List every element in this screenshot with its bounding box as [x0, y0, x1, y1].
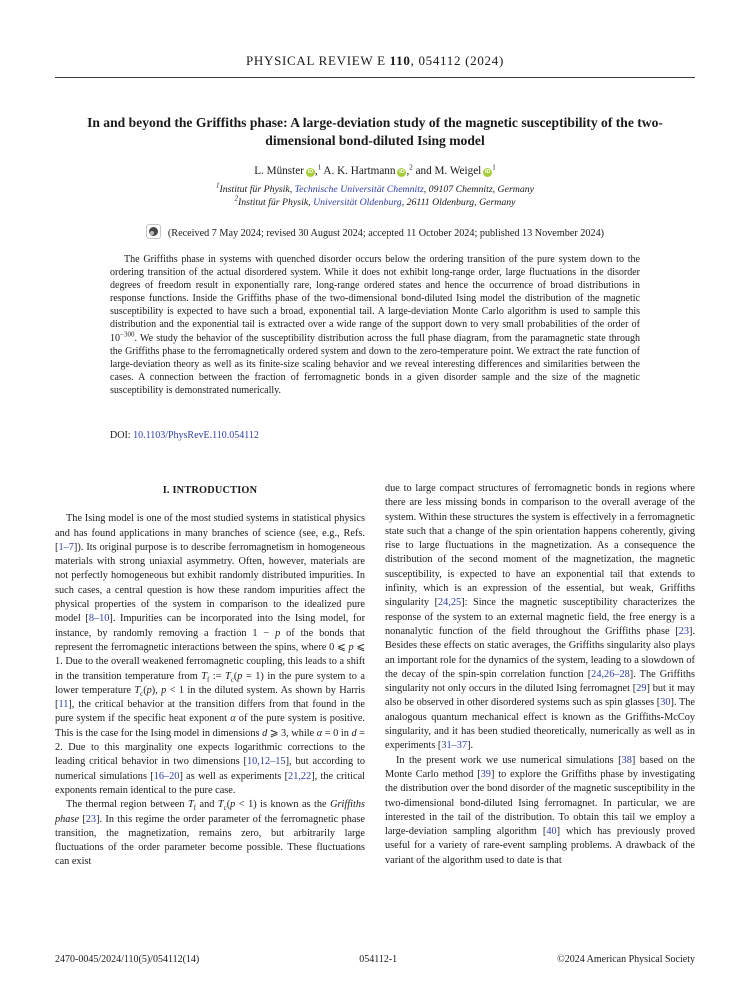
ref-link[interactable]: 38 [621, 754, 632, 766]
header-divider [55, 77, 695, 78]
ref-link[interactable]: 30 [660, 697, 671, 709]
ref-link[interactable]: 23 [85, 813, 97, 825]
ref-link[interactable]: 31–37 [441, 740, 468, 752]
orcid-icon[interactable]: iD [485, 169, 491, 175]
authors-line: L. Münster iD ,$^1$ A. K. Hartmann iD ,$^2$ and M. Weigel $iD^1$ [254, 163, 496, 177]
doi-label: DOI: [110, 430, 134, 441]
ref-link[interactable]: 23 [678, 625, 689, 637]
ref-link[interactable]: 24,26–28 [591, 668, 630, 680]
crossmark-icon[interactable] [146, 224, 161, 239]
ref-link[interactable]: 1–7 [58, 541, 74, 553]
intro-paragraph-3: due to large compact structures of ferromagnetic bonds in regions where there are less missing bonds in comparison to the overall average of the system. Within these structures the system is effectively in a ferromagnetic state such that a change of the spin orientation happens coherently, giving rise to large fluctuations in the magnetization. As a consequence the distribution of the second moment of the magnetization, the magnetic susceptibility, is expected to have an exponential tail that extends to infinity, which is an expression of the essential, but weak, Griffiths singularity [24,25]: Since the magnetic susceptibility characterizes the response of the system to an external magnetic field, the free energy is a nonanalytic function of the field throughout the Griffiths phase [23]. Besides these effects on static averages, the Griffiths singularity also plays an important role for the dynamics of the system, leading to a slowdown of the decay of the spin-spin correlation function [24,26–28]. The Griffiths singularity not only occurs in the diluted Ising ferromagnet [29] but it may also be observed in other disordered systems such as spin glasses [30]. The analogous quantum mechanical effect is known as the Griffiths-McCoy singularity, and it has been studied theoretically, numerically as well as in experiments [31–37]. [385, 483, 696, 752]
journal-volume: 110 [389, 53, 411, 68]
affiliation-link-oldenburg[interactable]: Universität Oldenburg [313, 197, 402, 208]
right-column [385, 482, 695, 870]
journal-name: PHYSICAL REVIEW E [245, 53, 386, 68]
ref-link[interactable]: 21,22 [288, 770, 312, 782]
journal-issue: , 054112 (2024) [410, 53, 504, 68]
orcid-icon[interactable]: iD [399, 169, 405, 175]
ref-link[interactable]: 39 [480, 768, 491, 780]
running-head [55, 53, 695, 69]
ref-link[interactable]: 40 [546, 826, 557, 838]
section-heading-introduction: I. INTRODUCTION [162, 485, 258, 496]
doi-link[interactable]: 10.1103/PhysRevE.110.054112 [133, 430, 259, 441]
ref-link[interactable]: 10,12–15 [246, 756, 286, 768]
ref-link[interactable]: 11 [58, 699, 69, 711]
footer-page-number: 054112-1 [359, 954, 398, 965]
article-body [55, 482, 695, 870]
paper-title: In and beyond the Griffiths phase: A large-deviation study of the magnetic susceptibility of the two-dimensional bond-diluted Ising model [87, 115, 663, 148]
intro-paragraph-1: The Ising model is one of the most studied systems in statistical physics and has found applications in many branches of science (see, e.g., Refs. [1–7]). Its original purpose is to describe ferromagnetism in homogeneous materials with strong uniaxial asymmetry. Often, however, materials are not perfectly homogeneous but exhibit randomly distributed impurities. In such cases, a central question is how these random impurities affect the physical properties of the system in comparison to the idealized pure model [8–10]. Impurities can be incorporated into the Ising model, for instance, by randomly removing a fraction 1 − p of the bonds that represent the ferromagnetic interactions between the spins, where 0 ⩽ p ⩽ 1. Due to the overall weakened ferromagnetic coupling, this leads to a shift in the transition temperature from $T_f$ := $T_c(p = 1)$ in the pure system to a lower temperature $T_c(p)$, p < 1 in the diluted system. As shown by Harris [11], the critical behavior at the transition differs from that found in the pure system if the specific heat exponent α of the pure system is positive. This is the case for the Ising model in dimensions d ⩾ 3, while α = 0 in d = 2. Due to this marginality one expects logarithmic corrections to the leading critical behavior in two dimensions [10,12–15], but according to numerical simulations [16–20] as well as experiments [21,22], the critical exponents remain identical to the pure case. [55, 513, 366, 796]
affiliation-2: $^2$Institut für Physik, Universität Oldenburg, 26111 Oldenburg, Germany [234, 194, 516, 208]
ref-link[interactable]: 29 [636, 683, 647, 695]
intro-paragraph-4: In the present work we use numerical simulations [38] based on the Monte Carlo method [39] to explore the Griffiths phase by investigating the distribution over the bond disorder of the magnetic susceptibility in the two-dimensional bond-diluted Ising ferromagnet. In particular, we are interested in the tail of the distribution. To obtain this tail we employ a large-deviation sampling algorithm [40] which has previously proved useful for a variety of rare-event sampling problems. A drawback of the variant of the algorithm used to date is that [385, 754, 695, 866]
doi-line [110, 430, 259, 441]
affiliation-link-chemnitz[interactable]: Technische Universität Chemnitz [294, 184, 424, 195]
received-text: (Received 7 May 2024; revised 30 August 2024; accepted 11 October 2024; published 13 November 2024) [167, 228, 605, 239]
footer-copyright: ©2024 American Physical Society [557, 954, 695, 965]
intro-paragraph-2: The thermal region between $T_f$ and $T_c(p < 1)$ is known as the Griffiths phase [23]. In this regime the order parameter of the ferromagnetic phase transition, the magnetization, remains zero, but arbitrarily large fluctuations of the order parameter become possible. These fluctuations can exist [55, 799, 366, 868]
footer-issn: 2470-0045/2024/110(5)/054112(14) [55, 954, 200, 965]
ref-link[interactable]: 8–10 [88, 613, 110, 625]
abstract-text: The Griffiths phase in systems with quenched disorder occurs below the ordering transition of the pure system down to the ordering transition of the actual disordered system. While it does not exhibit long-range order, large fluctuations in the disorder degrees of freedom result in exponentially rare, long-range ordered states and hence the occurrence of broad distributions in response functions. Inside the Griffiths phase of the two-dimensional bond-diluted Ising model the distribution of the magnetic susceptibility is expected to have such a broad, exponential tail. A large-deviation Monte Carlo algorithm is used to sample this distribution and the exponential tail is extracted over a wide range of the support down to very small probabilities of the order of $10^{-300}$. We study the behavior of the susceptibility distribution across the full phase diagram, from the paramagnetic state through the Griffiths phase to the ferromagnetically ordered system and down to the zero-temperature point. We extract the rate function of large-deviation theory as well as its finite-size scaling behavior and we reveal interesting differences and similarities between the cases. A connection between the fraction of ferromagnetic bonds in a given disorder sample and the size of the magnetic susceptibility is demonstrated numerically. [110, 254, 640, 396]
ref-link[interactable]: 16–20 [153, 770, 180, 782]
affiliations [0, 183, 750, 209]
received-line [0, 224, 750, 239]
left-column [55, 482, 365, 870]
page-footer [55, 954, 695, 965]
ref-link[interactable]: 24,25 [438, 597, 462, 609]
orcid-icon[interactable]: iD [307, 169, 314, 175]
affiliation-1: $^1$Institut für Physik, Technische Universität Chemnitz, 09107 Chemnitz, Germany [216, 181, 534, 195]
